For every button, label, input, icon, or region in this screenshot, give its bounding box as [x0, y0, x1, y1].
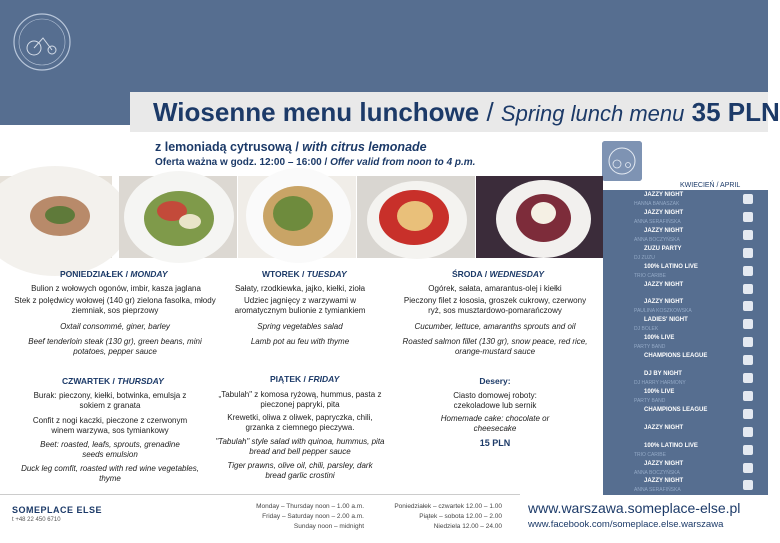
event-row [603, 209, 768, 228]
event-performer: DJ BOLEK [634, 326, 659, 333]
event-name: JAZZY NIGHT [644, 460, 684, 467]
event-performer: HANNA BANASZAK [634, 201, 680, 207]
event-date [617, 194, 631, 207]
event-date [617, 445, 631, 458]
event-ticket-icon [743, 463, 753, 473]
event-ticket-icon [743, 230, 753, 240]
offer-validity: Oferta ważna w godz. 12:00 – 16:00 / Offer valid from noon to 4 p.m. [155, 157, 476, 168]
event-row [603, 477, 768, 496]
dish-photo-3 [238, 176, 356, 258]
event-name: LADIES' NIGHT [644, 317, 688, 324]
event-date [617, 319, 631, 332]
friday-main-en: Tiger prawns, olive oil, chili, parsley, dark bread garlic crostini [227, 461, 373, 480]
event-name: JAZZY NIGHT [644, 281, 684, 288]
thursday-main-en: Duck leg comfit, roasted with red wine vegetables, thyme [21, 464, 199, 483]
events-panel [603, 190, 768, 495]
wednesday-main-pl: Pieczony filet z łososia, groszek cukrowy, czerwony ryż, sos musztardowo-pomarańczowy [403, 296, 587, 315]
tuesday-heading: WTOREK / TUESDAY [262, 269, 347, 279]
event-date [617, 463, 631, 476]
event-performer: ANNA SERAFIŃSKA [634, 487, 681, 494]
event-name: 100% LATINO LIVE [644, 442, 698, 449]
friday-starter-pl: „Tabulah" z komosa ryżową, hummus, pasta z pieczonej papryki, pita [218, 390, 382, 409]
event-row [603, 352, 768, 371]
tuesday-main-en: Lamb pot au feu with thyme [250, 337, 350, 346]
footer-divider [0, 494, 520, 495]
lemonade-subtitle: z lemoniadą cytrusową / with citrus lemonade [155, 140, 427, 154]
event-name: 100% LIVE [644, 388, 675, 395]
event-name: DJ BY NIGHT [644, 371, 682, 377]
event-row [603, 442, 768, 461]
website-link[interactable]: www.warszawa.someplace-else.pl [528, 500, 741, 516]
bar-hours: Monday – Thursday noon – 1.00 a.m. Friday – Saturday noon – 2.00 a.m. Sunday noon – midnight [256, 503, 364, 530]
event-ticket-icon [743, 301, 753, 311]
event-row [603, 263, 768, 282]
event-name: 100% LATINO LIVE [644, 263, 698, 270]
event-name: JAZZY NIGHT [644, 227, 684, 234]
event-name: JAZZY NIGHT [644, 478, 684, 485]
event-name: JAZZY NIGHT [644, 192, 684, 198]
thursday-starter-en: Beet: roasted, leafs, sprouts, grenadine seeds emulsion [40, 440, 180, 459]
dish-photo-1 [0, 176, 112, 258]
event-row [603, 388, 768, 407]
dessert-heading: Desery: [479, 376, 511, 386]
wednesday-starter-pl: Ogórek, sałata, amarantus-olej i kiełki [428, 284, 562, 293]
dessert-price: 15 PLN [479, 438, 511, 448]
event-row [603, 298, 768, 317]
wednesday-heading: ŚRODA / WEDNESDAY [452, 269, 545, 279]
event-row [603, 334, 768, 353]
dessert-en: Homemade cake: chocolate or cheesecake [440, 414, 550, 433]
event-ticket-icon [743, 409, 753, 419]
event-ticket-icon [743, 337, 753, 347]
event-date [617, 391, 631, 404]
event-name: 100% LIVE [644, 335, 675, 342]
event-performer: PAULINA KOSZKOWSKA [634, 308, 692, 315]
event-date [617, 301, 631, 314]
event-row [603, 245, 768, 264]
event-row [603, 406, 768, 425]
friday-starter-en: "Tabulah" style salad with quinoa, hummus, pita bread and bell pepper sauce [215, 437, 385, 456]
thursday-heading: CZWARTEK / THURSDAY [62, 376, 164, 386]
dish-photo-2 [119, 176, 237, 258]
tuesday-starter-pl: Sałaty, rzodkiewka, jajko, kiełki, zioła [234, 284, 366, 293]
event-date [617, 373, 631, 386]
kitchen-hours: Poniedziałek – czwartek 12.00 – 1.00 Piątek – sobota 12.00 – 2.00 Niedziela 12.00 – 24.00 [394, 503, 502, 530]
event-name: CHAMPIONS LEAGUE [644, 406, 708, 413]
dish-photo-5 [476, 176, 603, 258]
event-name: JAZZY NIGHT [644, 299, 684, 306]
event-date [617, 248, 631, 261]
event-ticket-icon [743, 373, 753, 383]
friday-main-pl: Krewetki, oliwa z oliwek, papryczka, chili, grzanka z ciemnego pieczywa. [227, 413, 373, 432]
event-ticket-icon [743, 319, 753, 329]
event-row [603, 227, 768, 246]
event-date [617, 337, 631, 350]
event-row [603, 370, 768, 389]
event-performer: PARTY BAND [634, 344, 666, 351]
event-ticket-icon [743, 194, 753, 204]
event-ticket-icon [743, 445, 753, 455]
event-date [617, 480, 631, 493]
event-row [603, 460, 768, 479]
event-performer: ANNA SERAFIŃSKA [634, 218, 681, 225]
thursday-starter-pl: Burak: pieczony, kiełki, botwinka, emulsja z sokiem z granata [33, 391, 187, 410]
event-date [617, 212, 631, 225]
event-performer: DJ ZUZU [634, 254, 655, 261]
event-ticket-icon [743, 266, 753, 276]
dessert-pl: Ciasto domowej roboty: czekoladowe lub sernik [453, 391, 537, 410]
event-row [603, 191, 768, 210]
event-name: ZUZU PARTY [644, 245, 682, 252]
event-date [617, 355, 631, 368]
dish-photo-4 [357, 176, 475, 258]
event-performer: ANNA BOCZYŃSKA [634, 469, 680, 476]
thursday-main-pl: Confit z nogi kaczki, pieczone z czerwonym winem warzywa, sos tymiankowy [32, 416, 188, 435]
wednesday-main-en: Roasted salmon fillet (130 gr), snow peace, red rice, orange-mustard sauce [402, 337, 588, 356]
monday-heading: PONIEDZIAŁEK / MONDAY [60, 269, 168, 279]
page-title: Wiosenne menu lunchowe / Spring lunch menu 35 PLN [153, 97, 780, 127]
event-ticket-icon [743, 427, 753, 437]
venue-name: SOMEPLACE ELSE [12, 505, 103, 515]
monday-main-pl: Stek z polędwicy wołowej (140 gr) zielona fasolka, młody ziemniak, sos pieprzowy [14, 296, 216, 315]
event-name: JAZZY NIGHT [644, 209, 684, 216]
facebook-link[interactable]: www.facebook.com/someplace.else.warszawa [528, 519, 724, 530]
event-row [603, 281, 768, 300]
event-ticket-icon [743, 248, 753, 258]
bicycle-logo-icon [10, 10, 74, 74]
monday-soup-en: Oxtail consommé, giner, barley [60, 322, 170, 331]
event-performer: ANNA BOCZYŃSKA [634, 236, 680, 243]
event-performer: TRIO CARIBE [634, 451, 666, 458]
events-month: KWIECIEŃ / APRIL [680, 182, 741, 189]
event-row [603, 316, 768, 335]
friday-heading: PIĄTEK / FRIDAY [270, 374, 340, 384]
event-date [617, 409, 631, 422]
event-performer: DJ HARRY HARMONY [634, 380, 686, 386]
event-performer: TRIO CARIBE [634, 272, 666, 279]
event-ticket-icon [743, 284, 753, 294]
wednesday-starter-en: Cucumber, lettuce, amaranths sprouts and oil [414, 322, 576, 331]
event-date [617, 427, 631, 440]
event-ticket-icon [743, 212, 753, 222]
event-name: JAZZY NIGHT [644, 424, 684, 431]
phone-number: t +48 22 450 6710 [12, 517, 61, 523]
event-date [617, 266, 631, 279]
event-row [603, 424, 768, 443]
logo-badge-icon [602, 141, 642, 181]
event-performer: PARTY BAND [634, 397, 666, 404]
tuesday-main-pl: Udziec jagnięcy z warzywami w aromatycznym bulionie z tymiankiem [234, 296, 366, 315]
event-ticket-icon [743, 355, 753, 365]
tuesday-starter-en: Spring vegetables salad [257, 322, 343, 331]
monday-main-en: Beef tenderloin steak (130 gr), green beans, mini potatoes, pepper sauce [28, 337, 202, 356]
monday-soup-pl: Bulion z wołowych ogonów, imbir, kasza jaglana [31, 284, 201, 293]
event-ticket-icon [743, 480, 753, 490]
event-name: CHAMPIONS LEAGUE [644, 353, 708, 360]
event-date [617, 230, 631, 243]
event-date [617, 284, 631, 297]
event-ticket-icon [743, 391, 753, 401]
